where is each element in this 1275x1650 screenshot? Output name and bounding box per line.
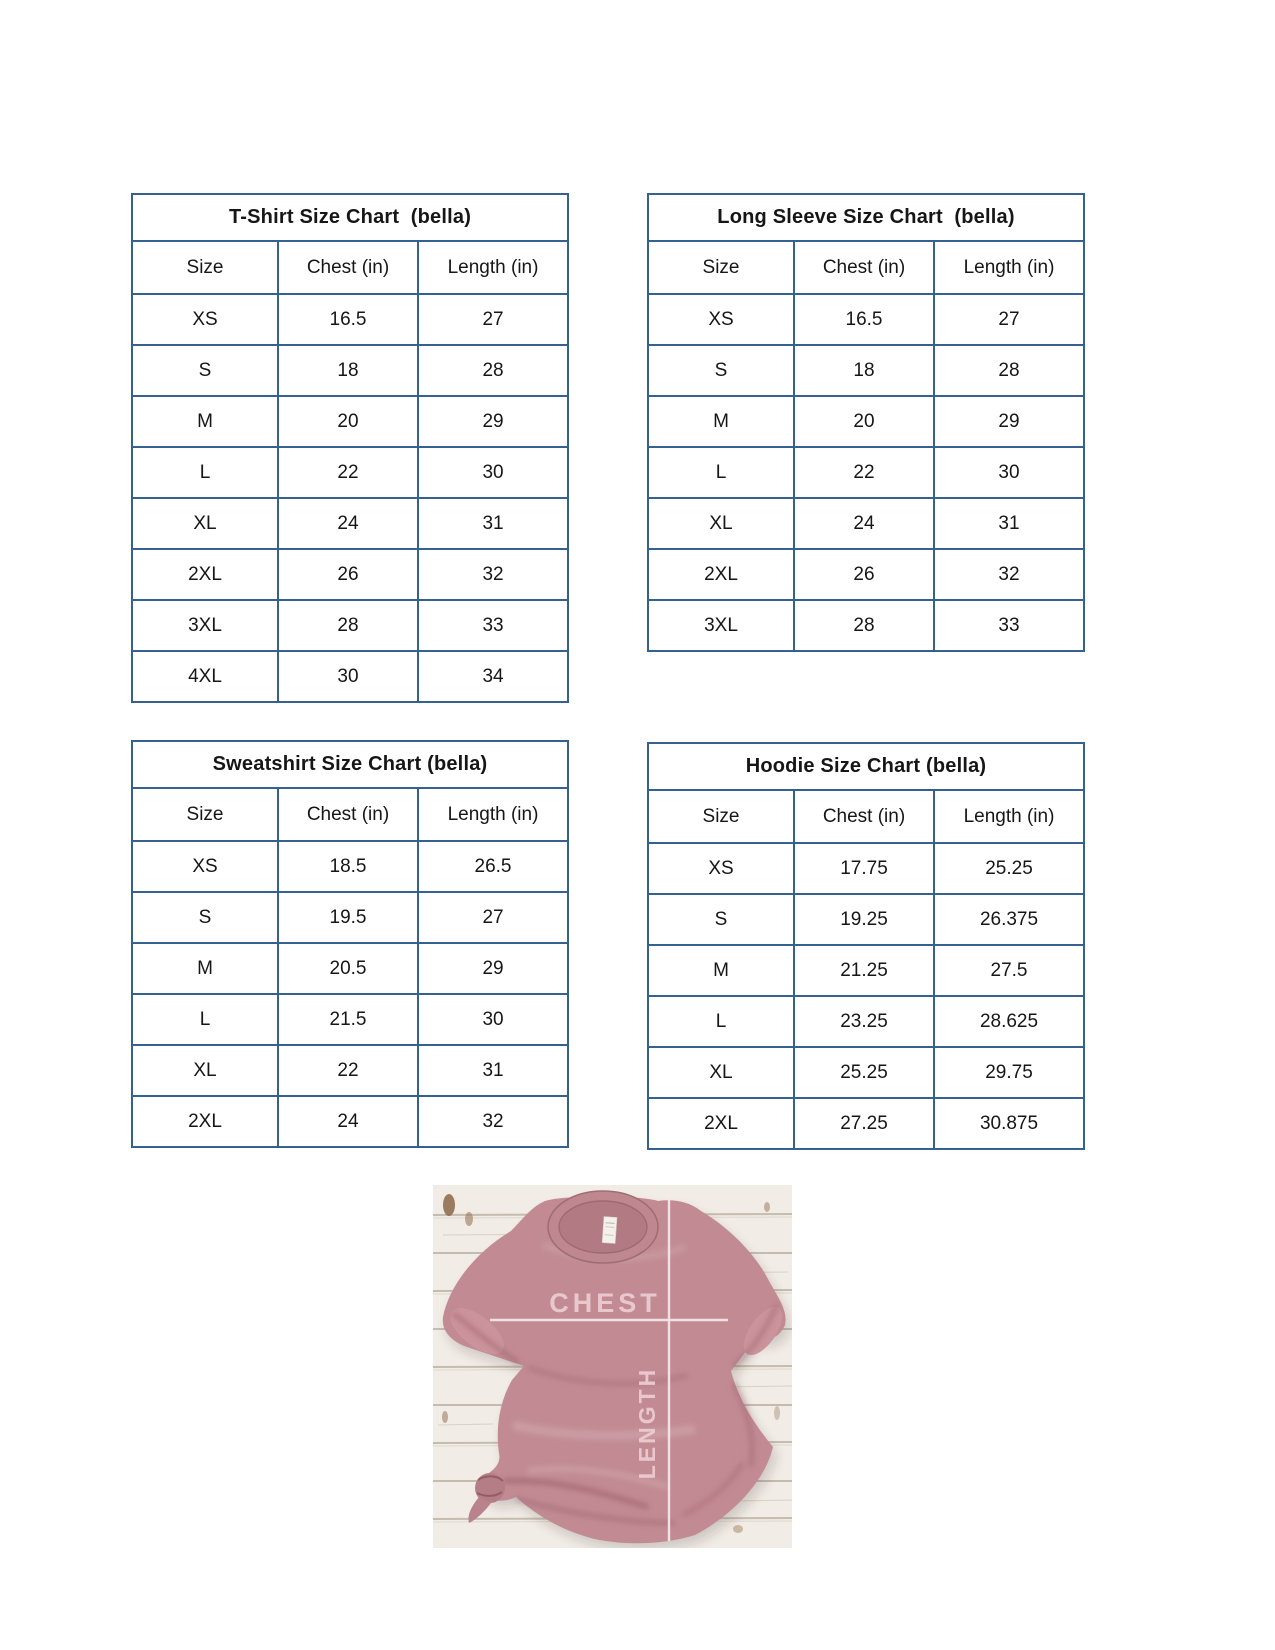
length-cell: 31 — [934, 498, 1084, 549]
table-row — [132, 549, 568, 600]
length-label: LENGTH — [634, 1366, 660, 1480]
table-title-row — [132, 741, 568, 788]
size-cell: S — [132, 892, 278, 943]
table-row — [648, 996, 1084, 1047]
length-cell: 28 — [418, 345, 568, 396]
table-row — [132, 345, 568, 396]
table-title: Hoodie Size Chart (bella) — [648, 743, 1084, 790]
size-cell: S — [648, 345, 794, 396]
table-row — [132, 447, 568, 498]
chest-cell: 28 — [794, 600, 934, 651]
table-row — [132, 892, 568, 943]
size-cell: S — [132, 345, 278, 396]
column-header-length: Length (in) — [418, 788, 568, 841]
table-header-row — [648, 241, 1084, 294]
length-cell: 29 — [418, 396, 568, 447]
chest-cell: 24 — [794, 498, 934, 549]
table-title: Sweatshirt Size Chart (bella) — [132, 741, 568, 788]
shirt-measurement-photo — [433, 1185, 792, 1548]
length-cell: 30.875 — [934, 1098, 1084, 1149]
table-row — [132, 396, 568, 447]
table-row — [132, 1096, 568, 1147]
length-cell: 27 — [418, 294, 568, 345]
length-cell: 34 — [418, 651, 568, 702]
table-body — [132, 841, 568, 1147]
table-row — [648, 1047, 1084, 1098]
table-row — [132, 1045, 568, 1096]
length-cell: 29 — [418, 943, 568, 994]
size-cell: XS — [132, 841, 278, 892]
chest-cell: 16.5 — [794, 294, 934, 345]
length-cell: 28 — [934, 345, 1084, 396]
length-cell: 29.75 — [934, 1047, 1084, 1098]
size-cell: XS — [648, 843, 794, 894]
size-cell: L — [132, 994, 278, 1045]
shirt-photo-svg — [433, 1185, 792, 1548]
length-cell: 26.375 — [934, 894, 1084, 945]
chest-cell: 19.25 — [794, 894, 934, 945]
column-header-size: Size — [648, 790, 794, 843]
table-row — [648, 843, 1084, 894]
column-header-length: Length (in) — [934, 241, 1084, 294]
table-row — [132, 294, 568, 345]
length-cell: 30 — [418, 447, 568, 498]
column-header-chest: Chest (in) — [278, 788, 418, 841]
column-header-size: Size — [648, 241, 794, 294]
chest-cell: 24 — [278, 498, 418, 549]
size-chart-table-hoodie — [647, 742, 1085, 1150]
table-body — [648, 294, 1084, 651]
size-cell: M — [132, 396, 278, 447]
chest-cell: 18.5 — [278, 841, 418, 892]
table-title: T-Shirt Size Chart (bella) — [132, 194, 568, 241]
size-cell: XS — [648, 294, 794, 345]
size-cell: M — [132, 943, 278, 994]
chest-cell: 21.5 — [278, 994, 418, 1045]
length-cell: 27.5 — [934, 945, 1084, 996]
table-row — [648, 447, 1084, 498]
table-row — [648, 396, 1084, 447]
table-row — [648, 294, 1084, 345]
table-body — [648, 843, 1084, 1149]
table-title-row — [132, 194, 568, 241]
length-cell: 31 — [418, 1045, 568, 1096]
chest-cell: 30 — [278, 651, 418, 702]
column-header-size: Size — [132, 788, 278, 841]
length-cell: 30 — [418, 994, 568, 1045]
chest-cell: 21.25 — [794, 945, 934, 996]
table-title-row — [648, 194, 1084, 241]
column-header-chest: Chest (in) — [794, 790, 934, 843]
chest-cell: 25.25 — [794, 1047, 934, 1098]
chest-cell: 16.5 — [278, 294, 418, 345]
table-row — [648, 498, 1084, 549]
chest-cell: 24 — [278, 1096, 418, 1147]
column-header-chest: Chest (in) — [278, 241, 418, 294]
size-cell: XL — [648, 498, 794, 549]
size-cell: XL — [132, 1045, 278, 1096]
length-cell: 25.25 — [934, 843, 1084, 894]
table-row — [648, 600, 1084, 651]
length-cell: 31 — [418, 498, 568, 549]
size-cell: 3XL — [648, 600, 794, 651]
size-chart-table-sweatshirt — [131, 740, 569, 1148]
chest-cell: 18 — [278, 345, 418, 396]
size-cell: XS — [132, 294, 278, 345]
table-row — [648, 345, 1084, 396]
table-body — [132, 294, 568, 702]
length-cell: 29 — [934, 396, 1084, 447]
chest-cell: 19.5 — [278, 892, 418, 943]
size-chart-table-longsleeve — [647, 193, 1085, 652]
column-header-chest: Chest (in) — [794, 241, 934, 294]
table-title-row — [648, 743, 1084, 790]
chest-cell: 23.25 — [794, 996, 934, 1047]
chest-cell: 18 — [794, 345, 934, 396]
column-header-size: Size — [132, 241, 278, 294]
table-row — [132, 498, 568, 549]
chest-cell: 20.5 — [278, 943, 418, 994]
size-cell: 2XL — [648, 1098, 794, 1149]
table-row — [132, 994, 568, 1045]
chest-cell: 27.25 — [794, 1098, 934, 1149]
table-row — [648, 894, 1084, 945]
table-title: Long Sleeve Size Chart (bella) — [648, 194, 1084, 241]
chest-cell: 22 — [794, 447, 934, 498]
size-cell: 2XL — [648, 549, 794, 600]
table-header-row — [132, 241, 568, 294]
chest-cell: 22 — [278, 1045, 418, 1096]
chest-cell: 26 — [278, 549, 418, 600]
length-cell: 27 — [418, 892, 568, 943]
length-cell: 32 — [418, 1096, 568, 1147]
chest-cell: 26 — [794, 549, 934, 600]
size-cell: L — [648, 447, 794, 498]
size-cell: M — [648, 945, 794, 996]
length-cell: 30 — [934, 447, 1084, 498]
length-cell: 32 — [934, 549, 1084, 600]
chest-cell: 22 — [278, 447, 418, 498]
length-cell: 26.5 — [418, 841, 568, 892]
length-cell: 32 — [418, 549, 568, 600]
column-header-length: Length (in) — [418, 241, 568, 294]
table-row — [648, 549, 1084, 600]
length-cell: 27 — [934, 294, 1084, 345]
column-header-length: Length (in) — [934, 790, 1084, 843]
size-cell: 2XL — [132, 549, 278, 600]
length-cell: 33 — [418, 600, 568, 651]
size-cell: M — [648, 396, 794, 447]
chest-cell: 20 — [278, 396, 418, 447]
size-cell: XL — [648, 1047, 794, 1098]
size-cell: S — [648, 894, 794, 945]
table-row — [648, 1098, 1084, 1149]
length-cell: 28.625 — [934, 996, 1084, 1047]
size-cell: L — [648, 996, 794, 1047]
table-row — [132, 651, 568, 702]
size-cell: XL — [132, 498, 278, 549]
table-row — [132, 600, 568, 651]
chest-label: CHEST — [549, 1288, 661, 1318]
chest-cell: 17.75 — [794, 843, 934, 894]
table-header-row — [648, 790, 1084, 843]
length-cell: 33 — [934, 600, 1084, 651]
chest-cell: 28 — [278, 600, 418, 651]
size-cell: 3XL — [132, 600, 278, 651]
table-row — [132, 841, 568, 892]
brand-tag — [602, 1217, 617, 1244]
chest-cell: 20 — [794, 396, 934, 447]
size-cell: 4XL — [132, 651, 278, 702]
size-cell: L — [132, 447, 278, 498]
size-chart-table-tshirt — [131, 193, 569, 703]
table-row — [648, 945, 1084, 996]
table-header-row — [132, 788, 568, 841]
table-row — [132, 943, 568, 994]
size-cell: 2XL — [132, 1096, 278, 1147]
